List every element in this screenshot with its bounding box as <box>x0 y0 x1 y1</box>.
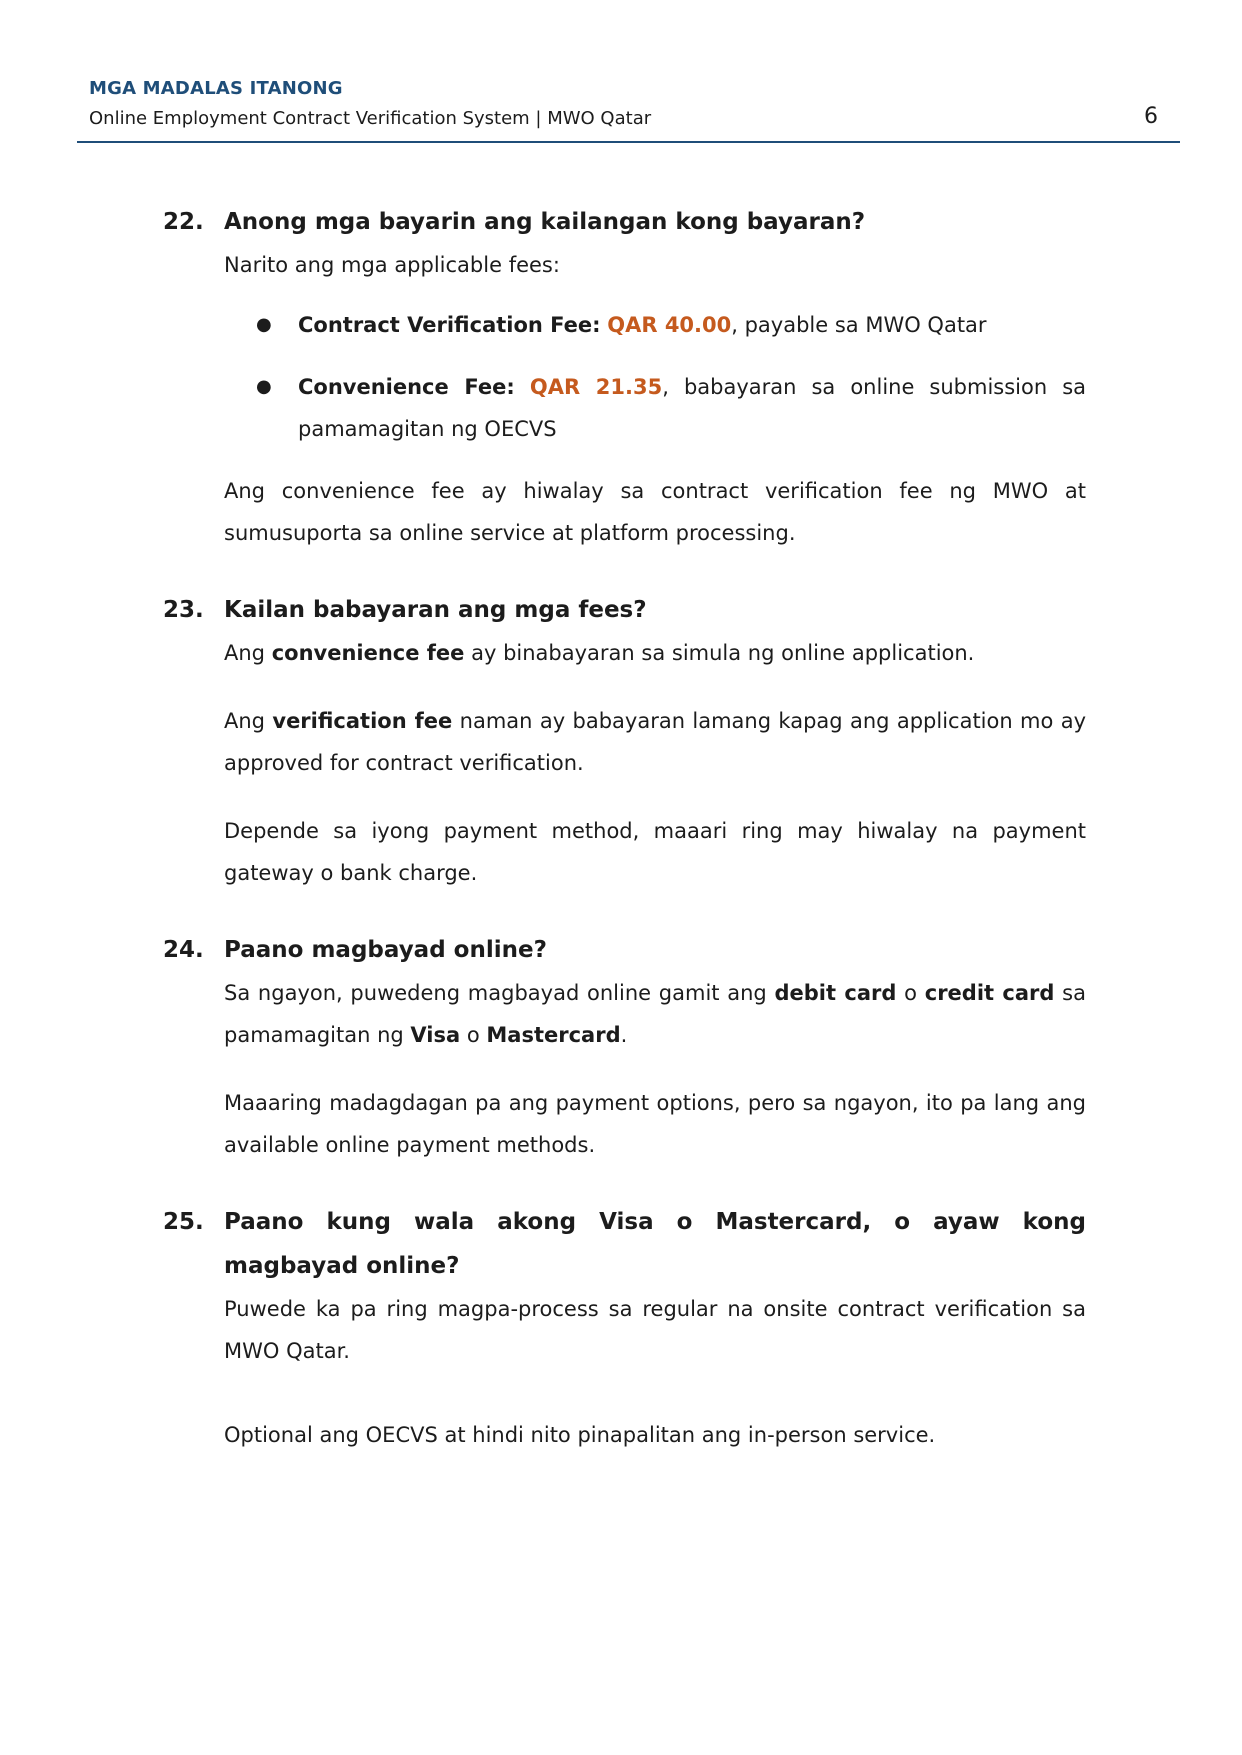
fee-list <box>224 304 1086 450</box>
fee-label: Convenience Fee: <box>298 375 515 399</box>
faq-content <box>160 200 1086 1456</box>
faq-item-24 <box>160 928 1086 1166</box>
faq-item-23 <box>160 588 1086 894</box>
emphasis-text: verification fee <box>272 709 453 733</box>
fee-amount: QAR 40.00 <box>607 313 732 337</box>
faq-answer-paragraph <box>224 972 1086 1056</box>
faq-number: 23. <box>163 597 204 623</box>
faq-item-25 <box>160 1200 1086 1456</box>
text-run: Ang <box>224 641 272 665</box>
text-run: sa pamamagitan ng <box>224 981 1086 1047</box>
text-run: . <box>620 1023 628 1047</box>
fee-description: , payable sa MWO Qatar <box>731 313 987 337</box>
fee-label: Contract Verification Fee: <box>298 313 601 337</box>
page-number: 6 <box>1144 104 1158 129</box>
faq-note: Ang convenience fee ay hiwalay sa contract verification fee ng MWO at sumusuporta sa online service at platform processing. <box>224 479 1086 545</box>
header-subtitle: Online Employment Contract Verification System | MWO Qatar <box>89 108 652 129</box>
faq-answer-paragraph <box>224 700 1086 784</box>
fee-list-item <box>256 366 1086 450</box>
emphasis-text: debit card <box>774 981 897 1005</box>
fee-amount: QAR 21.35 <box>529 375 663 399</box>
faq-answer-paragraph: Optional ang OECVS at hindi nito pinapalitan ang in-person service. <box>224 1423 936 1447</box>
text-run: ay binabayaran sa simula ng online application. <box>464 641 975 665</box>
faq-answer-paragraph: Depende sa iyong payment method, maaari ring may hiwalay na payment gateway o bank charge. <box>224 819 1086 885</box>
text-run: Sa ngayon, puwedeng magbayad online gamit ang <box>224 981 775 1005</box>
fee-description: , babayaran sa online submission sa pamamagitan ng OECVS <box>298 375 1086 441</box>
faq-question: Kailan babayaran ang mga fees? <box>224 597 647 623</box>
header-title: MGA MADALAS ITANONG <box>89 78 343 99</box>
faq-number: 24. <box>163 937 204 963</box>
faq-question: Paano magbayad online? <box>224 937 547 963</box>
emphasis-text: Visa <box>410 1023 461 1047</box>
faq-number: 22. <box>163 209 204 235</box>
faq-item-22 <box>160 200 1086 554</box>
text-run: naman ay babayaran lamang kapag ang application mo ay approved for contract verification. <box>224 709 1087 775</box>
text-run: Ang <box>224 709 273 733</box>
bullet-icon: ● <box>256 376 272 397</box>
faq-answer-paragraph <box>224 632 1086 674</box>
faq-question: Paano kung wala akong Visa o Mastercard, o ayaw kong magbayad online? <box>224 1209 1086 1279</box>
bullet-icon: ● <box>256 314 272 335</box>
page-header <box>77 74 1180 144</box>
faq-question: Anong mga bayarin ang kailangan kong bayaran? <box>224 209 866 235</box>
emphasis-text: Mastercard <box>486 1023 621 1047</box>
faq-answer-paragraph: Puwede ka pa ring magpa-process sa regular na onsite contract verification sa MWO Qatar. <box>224 1297 1086 1363</box>
text-run: o <box>460 1023 487 1047</box>
header-divider <box>77 141 1180 143</box>
emphasis-text: credit card <box>924 981 1055 1005</box>
text-run: o <box>896 981 925 1005</box>
faq-intro: Narito ang mga applicable fees: <box>224 253 560 277</box>
fee-list-item <box>256 304 1086 346</box>
faq-number: 25. <box>163 1209 204 1235</box>
emphasis-text: convenience fee <box>271 641 465 665</box>
faq-answer-paragraph: Maaaring madagdagan pa ang payment options, pero sa ngayon, ito pa lang ang available online payment methods. <box>224 1091 1086 1157</box>
